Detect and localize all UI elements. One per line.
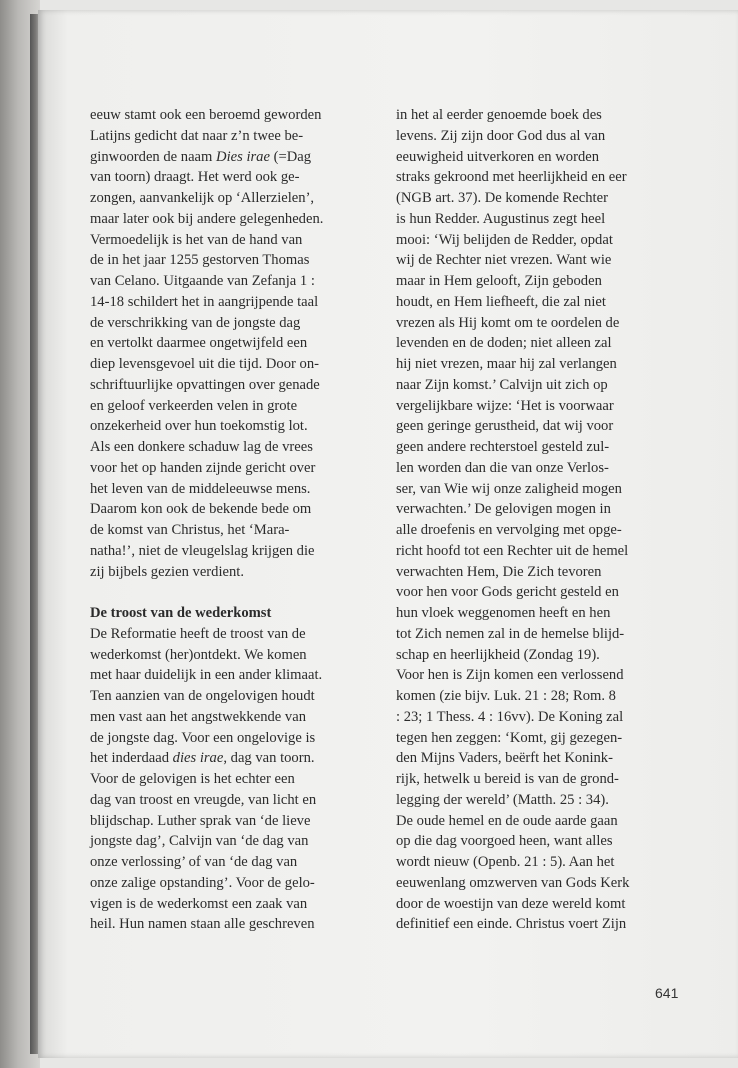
text-line: richt hoofd tot een Rechter uit de hemel (396, 542, 629, 559)
text-line: maar in Hem gelooft, Zijn geboden (396, 273, 602, 289)
text-line: Latijns gedicht dat naar z’n twee be- (90, 127, 304, 144)
text-line: de in het jaar 1255 gestorven Thomas (90, 252, 310, 269)
text-line: het leven van de middeleeuwse mens. (90, 480, 311, 497)
text-line: Als een donkere schaduw lag de vrees (90, 439, 313, 455)
text-line: wij de Rechter niet vrezen. Want wie (396, 252, 612, 269)
text-line: diep levensgevoel uit die tijd. Door on- (90, 356, 319, 372)
text-line: Ten aanzien van de ongelovigen houdt (90, 688, 315, 704)
text-line: Vermoedelijk is het van de hand van (90, 231, 303, 248)
left-text-column (90, 105, 362, 935)
text-line: van toorn) draagt. Het werd ook ge- (90, 169, 300, 186)
text-line: hij niet vrezen, maar hij zal verlangen (396, 356, 617, 372)
text-line: voor het op handen zijnde gericht over (90, 459, 316, 476)
text-line: len worden dan die van onze Verlos- (396, 459, 609, 476)
text-line: eeuwigheid uitverkoren en worden (396, 148, 600, 165)
text-line: men vast aan het angstwekkende van (90, 708, 306, 725)
text-line: Voor hen is Zijn komen een verlossend (396, 667, 624, 684)
section-heading: De troost van de wederkomst (90, 605, 272, 621)
text-line: schriftuurlijke opvattingen over genade (90, 376, 320, 393)
text-line: onzekerheid over hun toekomstig lot. (90, 418, 308, 435)
text-line: op die dag voorgoed heen, want alles (396, 833, 613, 850)
text-line: met haar duidelijk in een ander klimaat. (90, 667, 323, 684)
text-line: vigen is de wederkomst een zaak van (90, 895, 308, 912)
text-line: levenden en de doden; niet alleen zal (396, 335, 612, 352)
text-line: den Mijns Vaders, beërft het Konink- (396, 750, 613, 767)
text-line: komen (zie bijv. Luk. 21 : 28; Rom. 8 (396, 688, 616, 704)
text-line: : 23; 1 Thess. 4 : 16vv). De Koning zal (396, 708, 624, 725)
text-line: ginwoorden de naam Dies irae (=Dag (90, 148, 312, 165)
text-line: houdt, en Hem liefheeft, die zal niet (396, 293, 606, 310)
text-line: De Reformatie heeft de troost van de (90, 625, 306, 642)
text-line: tot Zich nemen zal in de hemelse blijd- (396, 625, 625, 642)
page-number: 641 (655, 985, 679, 1001)
text-line: en geloof verkeerden velen in grote (90, 397, 298, 414)
text-line: het inderdaad dies irae, dag van toorn. (90, 750, 315, 767)
right-text-column (396, 105, 668, 935)
text-line: rijk, hetwelk u bereid is van de grond- (396, 771, 619, 787)
text-line: eeuw stamt ook een beroemd geworden (90, 107, 322, 123)
text-line: maar later ook bij andere gelegenheden. (90, 210, 324, 227)
text-line: 14-18 schildert het in aangrijpende taal (90, 293, 319, 310)
text-line: wederkomst (her)ontdekt. We komen (90, 646, 307, 663)
text-line: verwachten.’ De gelovigen mogen in (396, 501, 611, 518)
text-line: De oude hemel en de oude aarde gaan (396, 812, 618, 829)
text-line: hun vloek weggenomen heeft en hen (396, 605, 611, 621)
text-line: geen andere rechterstoel gesteld zul- (396, 439, 610, 455)
text-line: en vertolkt daarmee ongetwijfeld een (90, 335, 308, 352)
text-line: wordt nieuw (Openb. 21 : 5). Aan het (396, 854, 615, 870)
text-line: van Celano. Uitgaande van Zefanja 1 : (90, 273, 315, 289)
text-line: onze zalige opstanding’. Voor de gelo- (90, 874, 315, 891)
text-line: geen geringe gerustheid, dat wij voor (396, 418, 614, 435)
text-line: vrezen als Hij komt om te oordelen de (396, 314, 620, 331)
text-line: Voor de gelovigen is het echter een (90, 771, 295, 787)
text-line: ser, van Wie wij onze zaligheid mogen (396, 480, 622, 497)
text-line: de komst van Christus, het ‘Mara- (90, 522, 290, 538)
text-line: in het al eerder genoemde boek des (396, 107, 602, 123)
text-line: de jongste dag. Voor een ongelovige is (90, 729, 316, 746)
text-line: heil. Hun namen staan alle geschreven (90, 916, 315, 933)
text-line: vergelijkbare wijze: ‘Het is voorwaar (396, 397, 614, 414)
text-line: onze verlossing’ of van ‘de dag van (90, 854, 298, 870)
text-line: naar Zijn komst.’ Calvijn uit zich op (396, 376, 608, 393)
text-line: verwachten Hem, Die Zich tevoren (396, 563, 602, 580)
text-line: zij bijbels gezien verdient. (90, 563, 244, 580)
paragraph-gap (90, 582, 362, 603)
text-line: (NGB art. 37). De komende Rechter (396, 190, 608, 206)
text-line: eeuwenlang omzwerven van Gods Kerk (396, 874, 630, 891)
text-line: zongen, aanvankelijk op ‘Allerzielen’, (90, 190, 315, 206)
text-line: definitief een einde. Christus voert Zijn (396, 916, 627, 933)
text-line: jongste dag’, Calvijn van ‘de dag van (90, 833, 309, 850)
text-line: legging der wereld’ (Matth. 25 : 34). (396, 791, 609, 808)
text-line: de verschrikking van de jongste dag (90, 314, 301, 331)
text-line: voor hen voor Gods gericht gesteld en (396, 584, 619, 601)
text-line: alle droefenis en vervolging met opge- (396, 522, 622, 538)
text-line: tegen hen zeggen: ‘Komt, gij gezegen- (396, 729, 623, 746)
text-line: levens. Zij zijn door God dus al van (396, 127, 606, 144)
text-line: blijdschap. Luther sprak van ‘de lieve (90, 812, 311, 829)
text-line: natha!’, niet de vleugelslag krijgen die (90, 542, 315, 559)
text-line: Daarom kon ook de bekende bede om (90, 501, 312, 518)
text-line: is hun Redder. Augustinus zegt heel (396, 210, 606, 227)
text-line: door de woestijn van deze wereld komt (396, 895, 626, 912)
text-line: mooi: ‘Wij belijden de Redder, opdat (396, 231, 613, 248)
text-line: schap en heerlijkheid (Zondag 19). (396, 646, 600, 663)
text-line: straks gekroond met heerlijkheid en eer (396, 169, 627, 186)
text-line: dag van troost en vreugde, van licht en (90, 791, 317, 808)
